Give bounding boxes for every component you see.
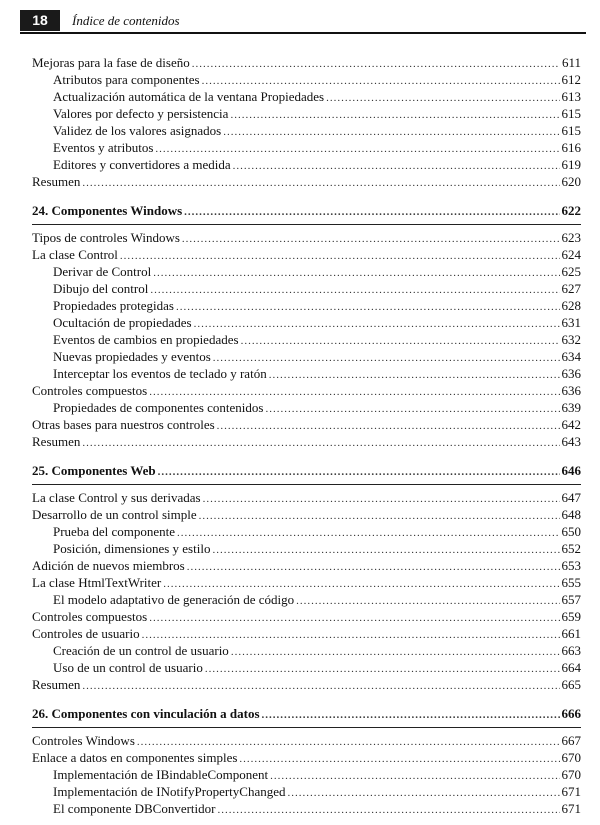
dot-leader [158, 462, 560, 481]
toc-entry[interactable] [32, 122, 581, 139]
toc-entry[interactable] [32, 676, 581, 693]
dot-leader [217, 800, 559, 819]
toc-entry-page-number: 671 [561, 784, 581, 799]
toc-entry-page-number: 650 [561, 524, 581, 539]
toc-entry-title: Otras bases para nuestros controles [32, 417, 215, 432]
toc-entry-page-number: 653 [561, 558, 581, 573]
toc-entry-title: Resumen [32, 174, 81, 189]
toc-entry-title: Posición, dimensiones y estilo [53, 541, 211, 556]
toc-chapter-heading[interactable] [32, 705, 581, 722]
toc-entry-title: Creación de un control de usuario [53, 643, 229, 658]
toc-entry-title: Tipos de controles Windows [32, 230, 180, 245]
toc-entry-page-number: 615 [561, 123, 581, 138]
toc-entry-title: Resumen [32, 677, 81, 692]
table-of-contents [32, 54, 581, 817]
dot-leader [262, 705, 560, 724]
toc-entry[interactable] [32, 365, 581, 382]
toc-entry-title: Propiedades de componentes contenidos [53, 400, 264, 415]
toc-entry-title: Enlace a datos en componentes simples [32, 750, 238, 765]
toc-entry-title: Implementación de INotifyPropertyChanged [53, 784, 286, 799]
toc-entry[interactable] [32, 331, 581, 348]
toc-entry-page-number: 670 [561, 767, 581, 782]
toc-entry-title: Uso de un control de usuario [53, 660, 203, 675]
toc-entry-title: Mejoras para la fase de diseño [32, 55, 190, 70]
toc-entry[interactable] [32, 433, 581, 450]
dot-leader [82, 433, 559, 452]
toc-entry[interactable] [32, 263, 581, 280]
toc-entry-page-number: 634 [561, 349, 581, 364]
toc-chapter-heading[interactable] [32, 202, 581, 219]
toc-entry-page-number: 615 [561, 106, 581, 121]
toc-entry[interactable] [32, 625, 581, 642]
toc-entry-title: El componente DBConvertidor [53, 801, 216, 816]
toc-entry-page-number: 632 [561, 332, 581, 347]
toc-entry-page-number: 671 [561, 801, 581, 816]
toc-entry-page-number: 642 [561, 417, 581, 432]
toc-entry[interactable] [32, 54, 581, 71]
toc-entry-title: Propiedades protegidas [53, 298, 174, 313]
chapter-rule [32, 224, 581, 225]
toc-entry-page-number: 659 [561, 609, 581, 624]
toc-entry-title: 26. Componentes con vinculación a datos [32, 706, 260, 721]
toc-entry-page-number: 670 [561, 750, 581, 765]
toc-entry[interactable] [32, 71, 581, 88]
toc-entry[interactable] [32, 139, 581, 156]
toc-entry-page-number: 666 [561, 706, 581, 721]
toc-entry-title: Dibujo del control [53, 281, 149, 296]
toc-entry-title: 24. Componentes Windows [32, 203, 183, 218]
toc-chapter-heading[interactable] [32, 462, 581, 479]
toc-entry-title: Editores y convertidores a medida [53, 157, 231, 172]
toc-entry[interactable] [32, 297, 581, 314]
toc-entry-title: Actualización automática de la ventana Propiedades [53, 89, 325, 104]
toc-entry-page-number: 652 [561, 541, 581, 556]
toc-entry-title: Controles compuestos [32, 383, 148, 398]
running-title: Índice de contenidos [72, 13, 180, 28]
toc-entry[interactable] [32, 314, 581, 331]
toc-entry-page-number: 639 [561, 400, 581, 415]
toc-entry-page-number: 647 [561, 490, 581, 505]
toc-entry[interactable] [32, 88, 581, 105]
toc-entry-page-number: 636 [561, 383, 581, 398]
toc-entry-page-number: 661 [561, 626, 581, 641]
toc-entry-title: Valores por defecto y persistencia [53, 106, 229, 121]
toc-entry-title: Adición de nuevos miembros [32, 558, 185, 573]
toc-entry[interactable] [32, 506, 581, 523]
page-number: 18 [20, 10, 60, 31]
toc-entry-page-number: 667 [561, 733, 581, 748]
toc-entry[interactable] [32, 246, 581, 263]
toc-entry-title: Derivar de Control [53, 264, 152, 279]
toc-entry[interactable] [32, 382, 581, 399]
toc-entry-page-number: 655 [561, 575, 581, 590]
toc-entry-title: Eventos y atributos [53, 140, 154, 155]
toc-entry-page-number: 628 [561, 298, 581, 313]
toc-entry-title: Eventos de cambios en propiedades [53, 332, 239, 347]
toc-entry-page-number: 622 [561, 203, 581, 218]
toc-entry[interactable] [32, 523, 581, 540]
page-header [20, 10, 586, 32]
toc-entry[interactable] [32, 608, 581, 625]
toc-entry-page-number: 663 [561, 643, 581, 658]
toc-entry[interactable] [32, 156, 581, 173]
toc-entry[interactable] [32, 229, 581, 246]
toc-entry-page-number: 665 [561, 677, 581, 692]
toc-entry[interactable] [32, 540, 581, 557]
toc-entry-title: Ocultación de propiedades [53, 315, 192, 330]
toc-entry[interactable] [32, 749, 581, 766]
toc-entry[interactable] [32, 574, 581, 591]
toc-entry-page-number: 636 [561, 366, 581, 381]
toc-entry-title: Controles Windows [32, 733, 135, 748]
toc-entry-page-number: 624 [561, 247, 581, 262]
toc-entry-page-number: 611 [561, 55, 581, 70]
toc-entry[interactable] [32, 280, 581, 297]
toc-entry[interactable] [32, 105, 581, 122]
toc-entry[interactable] [32, 557, 581, 574]
toc-entry-page-number: 664 [561, 660, 581, 675]
toc-entry-page-number: 627 [561, 281, 581, 296]
toc-entry-title: Atributos para componentes [53, 72, 200, 87]
toc-entry-title: Validez de los valores asignados [53, 123, 222, 138]
toc-entry[interactable] [32, 659, 581, 676]
dot-leader [82, 676, 559, 695]
toc-entry-title: Resumen [32, 434, 81, 449]
toc-entry-page-number: 616 [561, 140, 581, 155]
toc-entry[interactable] [32, 732, 581, 749]
toc-entry-page-number: 648 [561, 507, 581, 522]
toc-entry[interactable] [32, 416, 581, 433]
toc-entry-page-number: 657 [561, 592, 581, 607]
toc-entry-page-number: 619 [561, 157, 581, 172]
chapter-rule [32, 727, 581, 728]
dot-leader [82, 173, 559, 192]
toc-entry[interactable] [32, 642, 581, 659]
toc-entry-title: Nuevas propiedades y eventos [53, 349, 211, 364]
toc-entry-title: Controles de usuario [32, 626, 140, 641]
dot-leader [184, 202, 559, 221]
toc-entry-title: El modelo adaptativo de generación de código [53, 592, 295, 607]
toc-entry[interactable] [32, 783, 581, 800]
header-rule [20, 32, 586, 34]
toc-entry-page-number: 643 [561, 434, 581, 449]
chapter-rule [32, 484, 581, 485]
toc-entry[interactable] [32, 173, 581, 190]
toc-entry-title: La clase HtmlTextWriter [32, 575, 162, 590]
toc-entry[interactable] [32, 800, 581, 817]
toc-entry-title: Desarrollo de un control simple [32, 507, 197, 522]
toc-entry-page-number: 612 [561, 72, 581, 87]
toc-entry-page-number: 623 [561, 230, 581, 245]
toc-entry[interactable] [32, 766, 581, 783]
toc-entry-title: Prueba del componente [53, 524, 176, 539]
toc-entry-title: La clase Control [32, 247, 118, 262]
toc-entry[interactable] [32, 399, 581, 416]
toc-entry-title: Implementación de IBindableComponent [53, 767, 269, 782]
toc-entry-page-number: 620 [561, 174, 581, 189]
toc-entry-title: Controles compuestos [32, 609, 148, 624]
toc-entry[interactable] [32, 348, 581, 365]
toc-entry[interactable] [32, 591, 581, 608]
toc-entry-page-number: 631 [561, 315, 581, 330]
toc-entry-page-number: 646 [561, 463, 581, 478]
toc-entry-title: Interceptar los eventos de teclado y ratón [53, 366, 267, 381]
toc-entry-title: La clase Control y sus derivadas [32, 490, 201, 505]
toc-entry-page-number: 613 [561, 89, 581, 104]
toc-entry[interactable] [32, 489, 581, 506]
toc-entry-title: 25. Componentes Web [32, 463, 156, 478]
toc-entry-page-number: 625 [561, 264, 581, 279]
